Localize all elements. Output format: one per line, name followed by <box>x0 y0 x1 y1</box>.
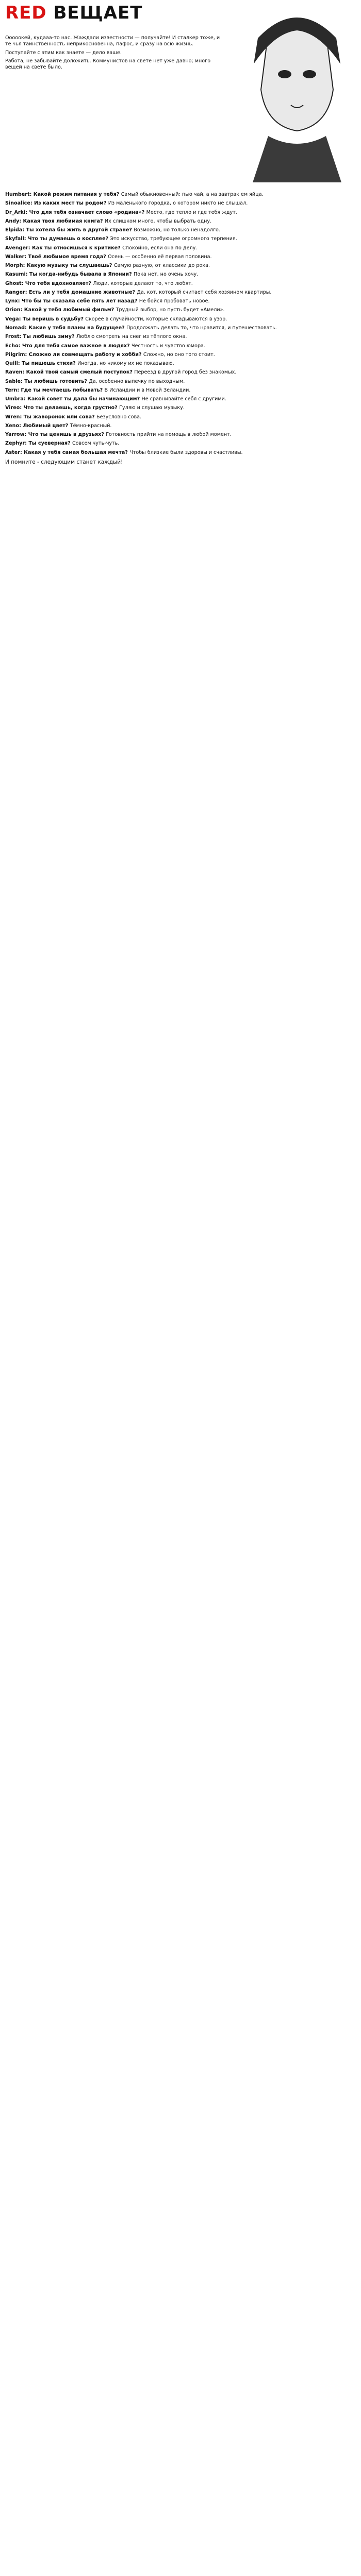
answer: Самый обыкновенный: пью чай, а на завтрак ем яйца. <box>121 192 264 197</box>
question: Echo: Что для тебя самое важное в людях? <box>5 343 132 349</box>
question: Wren: Ты жаворонок или сова? <box>5 414 96 420</box>
question: Ghost: Что тебя вдохновляет? <box>5 280 93 286</box>
question: Andy: Какая твоя любимая книга? <box>5 218 105 224</box>
answer: В Исландии и в Новой Зеландии. <box>104 387 191 393</box>
answer: Люди, которые делают то, что любят. <box>93 280 193 286</box>
qa-item <box>5 290 356 296</box>
qa-item <box>5 352 356 358</box>
qa-item <box>5 281 356 287</box>
qa-item <box>5 379 356 385</box>
answer: Это искусство, требующее огромного терпения. <box>110 236 237 242</box>
qa-item <box>5 307 356 313</box>
answer: Да, кот, который считает себя хозяином квартиры. <box>137 289 272 295</box>
question: Vireo: Что ты делаешь, когда грустно? <box>5 405 120 411</box>
question: Nomad: Какие у тебя планы на будущее? <box>5 325 127 331</box>
question: Sable: Ты любишь готовить? <box>5 378 89 384</box>
question: Tern: Где ты мечтаешь побывать? <box>5 387 105 393</box>
qa-item <box>5 440 356 447</box>
question: Zephyr: Ты суеверная? <box>5 440 72 447</box>
qa-item <box>5 298 356 304</box>
question: Avenger: Как ты относишься к критике? <box>5 245 123 251</box>
brand-red: RED <box>5 3 47 23</box>
question: Humbert: Какой режим питания у тебя? <box>5 192 121 197</box>
question: Kasumi: Ты когда-нибудь бывала в Японии? <box>5 272 134 278</box>
qa-item <box>5 334 356 340</box>
question: Ranger: Есть ли у тебя домашние животные? <box>5 289 137 295</box>
question: Orion: Какой у тебя любимый фильм? <box>5 307 116 313</box>
intro-paragraph: Ооооокей, кудааа-то нас. Жаждали известности — получайте! И сталкер тоже, и те чья таинственность неприкосновенна, пафос, и сразу на всю жизнь. <box>5 35 220 47</box>
qa-item <box>5 387 356 394</box>
qa-item <box>5 396 356 402</box>
answer: Самую разную, от классики до рока. <box>113 263 210 269</box>
question: Pilgrim: Сложно ли совмещать работу и хобби? <box>5 351 143 358</box>
answer: Продолжать делать то, что нравится, и путешествовать. <box>126 325 277 331</box>
qa-item <box>5 343 356 349</box>
answer: Тёмно-красный. <box>70 422 112 429</box>
intro-paragraph: Работа, не забывайте доложить. Коммунистов на свете нет уже давно; много вещей на свете было. <box>5 58 211 71</box>
answer: Готовность прийти на помощь в любой момент. <box>106 432 232 438</box>
qa-list <box>5 192 356 466</box>
answer: Спокойно, если она по делу. <box>122 245 198 251</box>
answer: Не бойся пробовать новое. <box>139 298 210 304</box>
question: Morph: Какую музыку ты слушаешь? <box>5 263 114 269</box>
answer: Возможно, но только ненадолго. <box>134 227 220 233</box>
portrait-illustration <box>237 2 357 182</box>
intro-text <box>5 35 227 73</box>
qa-item <box>5 405 356 411</box>
answer: Гуляю и слушаю музыку. <box>119 405 185 411</box>
answer: Честность и чувство юмора. <box>132 343 205 349</box>
question: Aster: Какая у тебя самая большая мечта? <box>5 449 130 455</box>
brand-logo <box>5 4 142 22</box>
qa-item <box>5 245 356 251</box>
qa-item <box>5 254 356 260</box>
qa-item <box>5 263 356 269</box>
question: Yarrow: Что ты ценишь в друзьях? <box>5 432 106 438</box>
answer: Люблю смотреть на снег из тёплого окна. <box>76 334 187 340</box>
qa-item <box>5 227 356 233</box>
question: Vega: Ты веришь в судьбу? <box>5 316 86 322</box>
qa-item <box>5 236 356 242</box>
answer: Иногда, но никому их не показываю. <box>77 361 174 367</box>
answer: Не сравнивайте себя с другими. <box>141 396 226 402</box>
qa-item <box>5 316 356 323</box>
answer: Сложно, но оно того стоит. <box>143 351 215 358</box>
answer: Из маленького городка, о котором никто не слышал. <box>108 200 248 207</box>
question: Quill: Ты пишешь стихи? <box>5 361 78 367</box>
closing-line: И помните - следующим станет каждый! <box>5 459 123 465</box>
qa-item <box>5 423 356 429</box>
question: Xeno: Любимый цвет? <box>5 422 70 429</box>
question: Frost: Ты любишь зиму? <box>5 334 76 340</box>
answer: Чтобы близкие были здоровы и счастливы. <box>129 449 243 455</box>
qa-item <box>5 210 356 216</box>
intro-paragraph: Поступайте с этим как знаете — дело ваше. <box>5 49 122 56</box>
answer: Их слишком много, чтобы выбрать одну. <box>104 218 212 224</box>
question: Umbra: Какой совет ты дала бы начинающим? <box>5 396 142 402</box>
answer: Безусловно сова. <box>96 414 142 420</box>
answer: Совсем чуть-чуть. <box>72 440 120 447</box>
answer: Да, особенно выпечку по выходным. <box>89 378 185 384</box>
answer: Осень — особенно её первая половина. <box>108 253 212 260</box>
question: Dr_Arki: Что для тебя означает слово «родина»? <box>5 209 146 215</box>
question: Lynx: Что бы ты сказала себе пять лет назад? <box>5 298 139 304</box>
qa-item <box>5 218 356 225</box>
answer: Место, где тепло и где тебя ждут. <box>146 209 237 215</box>
brand-black: ВЕЩАЕТ <box>53 3 143 23</box>
qa-item <box>5 192 356 198</box>
answer: Скорее в случайности, которые складываются в узор. <box>85 316 227 322</box>
qa-item <box>5 414 356 420</box>
question: Raven: Какой твой самый смелый поступок? <box>5 369 135 376</box>
qa-item <box>5 325 356 331</box>
answer: Переезд в другой город без знакомых. <box>134 369 237 376</box>
answer: Пока нет, но очень хочу. <box>134 272 199 278</box>
qa-item <box>5 432 356 438</box>
answer: Трудный выбор, но пусть будет «Амели». <box>116 307 225 313</box>
question: Skyfall: Что ты думаешь о косплее? <box>5 236 110 242</box>
question: Sinoalice: Из каких мест ты родом? <box>5 200 108 207</box>
qa-item <box>5 200 356 207</box>
qa-item <box>5 272 356 278</box>
qa-item <box>5 361 356 367</box>
question: Elpida: Ты хотела бы жить в другой стране? <box>5 227 134 233</box>
qa-item <box>5 450 356 456</box>
question: Walker: Твоё любимое время года? <box>5 253 108 260</box>
qa-item <box>5 369 356 376</box>
